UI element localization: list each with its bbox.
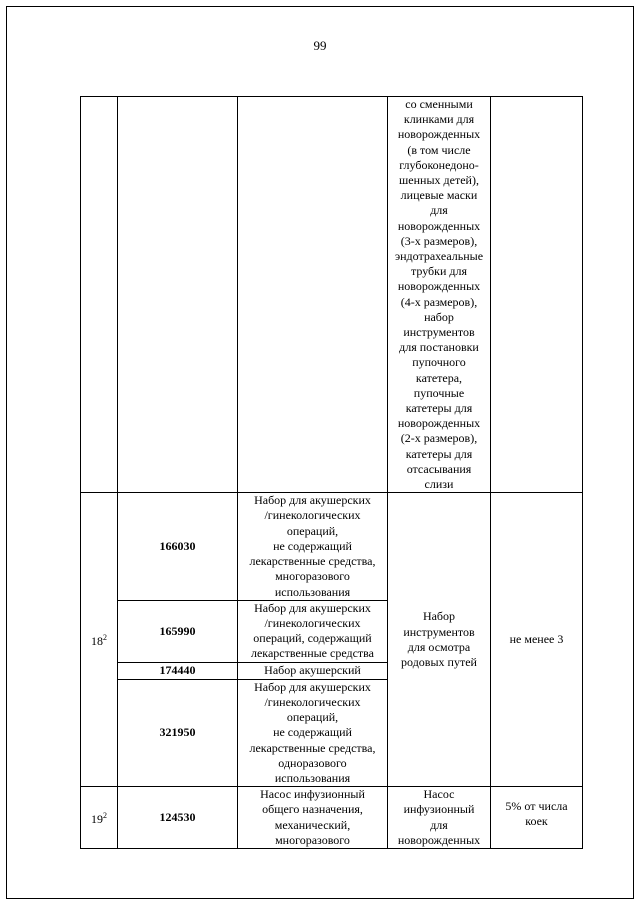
cell-code-empty: [118, 97, 238, 493]
product-name: Набор акушерский: [238, 662, 388, 679]
equipment-quantity: не менее 3: [491, 493, 583, 787]
equipment-quantity: 5% от числа коек: [491, 787, 583, 849]
row-number: $18^2$: [81, 493, 118, 787]
product-code: 174440: [118, 662, 238, 679]
product-code: 321950: [118, 679, 238, 786]
table-row-continuation: [81, 97, 583, 493]
continuation-equipment-text: со сменными клинками для новорожденных (в том числе глубоконедоно- шенных детей), лицевые маски для новорожденных (3-х размеров), эндотрахеальные трубки для новорожденных (4-х размеров), набор инструментов для постановки пупочного катетера, пупочные катетеры для новорожденных (2-х размеров), катетеры для отсасывания слизи: [388, 97, 491, 493]
cell-name-empty: [238, 97, 388, 493]
product-name: Набор для акушерских /гинекологических операций, не содержащий лекарственные средства, одноразового использования: [238, 679, 388, 786]
product-code: 124530: [118, 787, 238, 849]
cell-quantity-empty: [491, 97, 583, 493]
product-code: 166030: [118, 493, 238, 600]
equipment-name: Насос инфузионный для новорожденных: [388, 787, 491, 849]
table-row: [81, 787, 583, 849]
page-number: 99: [313, 38, 327, 53]
equipment-table: [80, 96, 583, 849]
product-name: Насос инфузионный общего назначения, механический, многоразового: [238, 787, 388, 849]
product-code: 165990: [118, 600, 238, 662]
cell-number-empty: [81, 97, 118, 493]
product-name: Набор для акушерских /гинекологических операций, содержащий лекарственные средства: [238, 600, 388, 662]
row-number: $19^2$: [81, 787, 118, 849]
equipment-name: Набор инструментов для осмотра родовых путей: [388, 493, 491, 787]
table-row: [81, 493, 583, 600]
product-name: Набор для акушерских /гинекологических операций, не содержащий лекарственные средства, многоразового использования: [238, 493, 388, 600]
